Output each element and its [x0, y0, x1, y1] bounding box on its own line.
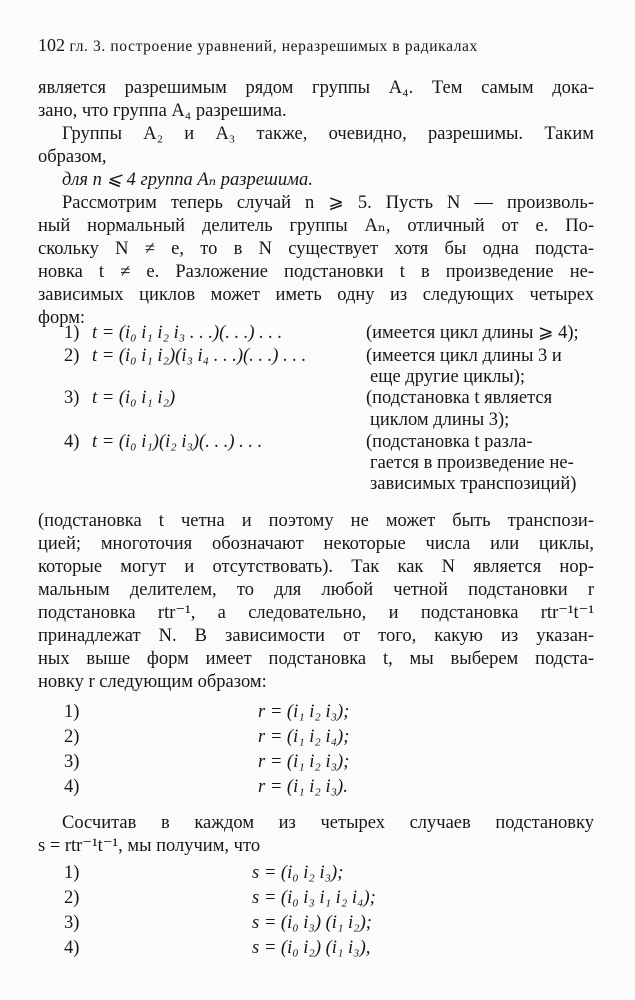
text-line: новку r следующим образом: [38, 672, 267, 692]
form-2-note: (имеется цикл длины 3 и [366, 346, 562, 366]
form-4-note: гается в произведение не- [370, 453, 574, 473]
text-line: является разрешимым рядом группы A₄. Тем самым дока- [38, 78, 594, 98]
form-4-note: зависимых транспозиций) [370, 474, 577, 494]
form-3-note: циклом длины 3); [370, 410, 510, 430]
r-choice-3-formula: r = (i₁ i₂ i₃); [258, 752, 350, 772]
form-1-formula: t = (i₀ i₁ i₂ i₃ . . .)(. . .) . . . [92, 323, 283, 343]
text-line: зано, что группа A₄ разрешима. [38, 101, 287, 121]
form-3-label: 3) [64, 388, 80, 408]
s-result-1-formula: s = (i₀ i₂ i₃); [252, 863, 344, 883]
s-result-4-formula: s = (i₀ i₂) (i₁ i₃), [252, 938, 371, 958]
text-line: принадлежат N. В зависимости от того, какую из указан- [38, 626, 594, 646]
text-line: подстановка rtr⁻¹, а следовательно, и подстановка rtr⁻¹t⁻¹ [38, 603, 594, 623]
r-choice-4-label: 4) [64, 777, 80, 797]
form-4-note: (подстановка t разла- [366, 432, 533, 452]
text-line: образом, [38, 147, 107, 167]
text-line: которые могут и отсутствовать). Так как N является нор- [38, 557, 594, 577]
text-line: новка t ≠ e. Разложение подстановки t в произведение не- [38, 262, 594, 282]
r-choice-2-formula: r = (i₁ i₂ i₄); [258, 727, 350, 747]
text-line: ных выше форм имеет подстановка t, мы выберем подста- [38, 649, 594, 669]
s-result-2-label: 2) [64, 888, 80, 908]
s-result-3-label: 3) [64, 913, 80, 933]
r-choice-4-formula: r = (i₁ i₂ i₃). [258, 777, 348, 797]
text-line: зависимых циклов может иметь одну из следующих четырех [38, 285, 594, 305]
text-line: ный нормальный делитель группы Aₙ, отличный от e. По- [38, 216, 594, 236]
form-4-formula: t = (i₀ i₁)(i₂ i₃)(. . .) . . . [92, 432, 263, 452]
text-line: Группы A₂ и A₃ также, очевидно, разрешимы. Таким [62, 124, 594, 144]
form-3-note: (подстановка t является [366, 388, 553, 408]
text-line: скольку N ≠ e, то в N существует хотя бы одна подста- [38, 239, 594, 259]
text-line: s = rtr⁻¹t⁻¹, мы получим, что [38, 836, 261, 856]
text-line: (подстановка t четна и поэтому не может быть транспози- [38, 511, 594, 531]
page-number: 102 [38, 35, 65, 55]
s-result-4-label: 4) [64, 938, 80, 958]
text-line: мальным делителем, то для любой четной подстановки r [38, 580, 594, 600]
text-line: цией; многоточия обозначают некоторые числа или циклы, [38, 534, 594, 554]
form-2-label: 2) [64, 346, 80, 366]
r-choice-2-label: 2) [64, 727, 80, 747]
conclusion-line: для n ⩽ 4 группа Aₙ разрешима. [62, 170, 313, 190]
s-result-2-formula: s = (i₀ i₃ i₁ i₂ i₄); [252, 888, 376, 908]
form-1-label: 1) [64, 323, 80, 343]
s-result-3-formula: s = (i₀ i₃) (i₁ i₂); [252, 913, 372, 933]
running-header [38, 34, 594, 58]
r-choice-3-label: 3) [64, 752, 80, 772]
text-line: форм: [38, 308, 86, 328]
text-line: Рассмотрим теперь случай n ⩾ 5. Пусть N — произволь- [62, 193, 594, 213]
form-4-label: 4) [64, 432, 80, 452]
text-line: Сосчитав в каждом из четырех случаев подстановку [62, 813, 594, 833]
s-result-1-label: 1) [64, 863, 80, 883]
form-2-formula: t = (i₀ i₁ i₂)(i₃ i₄ . . .)(. . .) . . . [92, 346, 307, 366]
form-2-note: еще другие циклы); [370, 367, 526, 387]
chapter-title: гл. 3. построение уравнений, неразрешимых в радикалах [69, 38, 478, 55]
r-choice-1-formula: r = (i₁ i₂ i₃); [258, 702, 350, 722]
form-3-formula: t = (i₀ i₁ i₂) [92, 388, 176, 408]
form-1-note: (имеется цикл длины ⩾ 4); [366, 323, 579, 343]
r-choice-1-label: 1) [64, 702, 80, 722]
